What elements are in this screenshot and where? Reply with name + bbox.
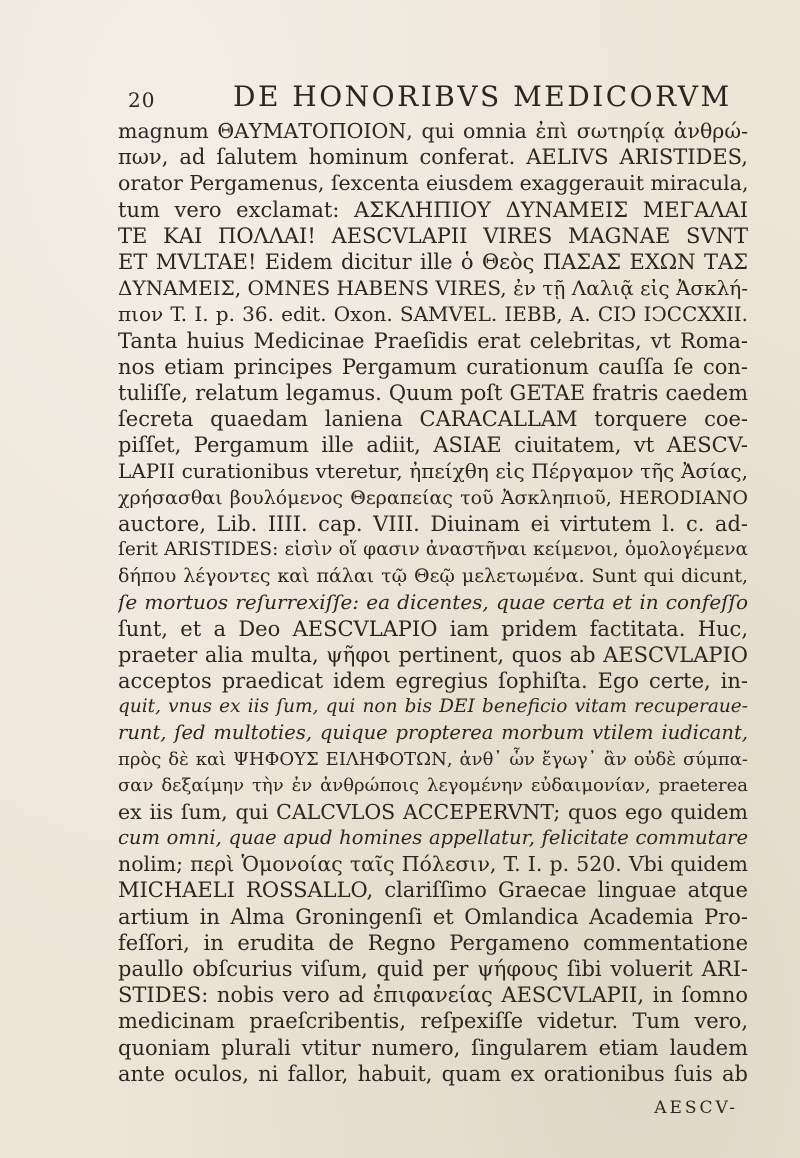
text-line: runt, ſed multoties, quique propterea morbum vtilem iudicant,	[118, 721, 748, 745]
text-line: magnum ΘΑΥΜΑΤΟΠΟΙΟΝ, qui omnia ἐπὶ σωτηρίᾳ ἀνθρώ-	[118, 119, 748, 143]
text-line: orator Pergamenus, ſexcenta eiusdem exaggerauit miracula,	[118, 171, 748, 196]
text-line: ſunt, et a Deo AESCVLAPIO iam pridem factitata. Huc,	[118, 616, 748, 641]
text-line: ante oculos, ni fallor, habuit, quam ex orationibus ſuis ab	[118, 1061, 748, 1086]
text-line: χρήσασθαι βουλόμενος Θεραπείας τοῦ Ἀσκληπιοῦ, HERODIANO	[118, 486, 748, 509]
page-number: 20	[128, 88, 156, 112]
text-line: artium in Alma Groningenſi et Omlandica Academia Pro-	[118, 904, 748, 929]
page-header	[128, 78, 732, 118]
text-line: ΔΥΝΑΜΕΙΣ, OMNES HABENS VIRES, ἐν τῇ Λαλιᾷ εἰς Ἀσκλή-	[118, 276, 748, 301]
text-line: σαν δεξαίμην τὴν ἐν ἀνθρώποις λεγομένην εὐδαιμονίαν, praeterea	[118, 774, 748, 796]
text-line: nolim; περὶ Ὁμονοίας ταῖς Πόλεσιν, T. I. p. 520. Vbi quidem	[118, 852, 748, 877]
text-line: ex iis ſum, qui CALCVLOS ACCEPERVNT; quos ego quidem	[118, 799, 748, 824]
catchword: AESCV-	[654, 1098, 738, 1118]
text-line: ſe mortuos reſurrexiſſe: ea dicentes, quae certa et in confeſſo	[118, 590, 748, 615]
text-line: ſerit ARISTIDES: εἰσὶν οἵ φασιν ἀναστῆναι κείμενοι, ὁμολογέμενα	[118, 539, 748, 560]
text-line: tum vero exclamat: ΑΣΚΛΗΠΙΟΥ ΔΥΝΑΜΕΙΣ ΜΕΓΑΛΑΙ	[118, 197, 748, 222]
text-line: ΤΕ ΚΑΙ ΠΟΛΛΑΙ! AESCVLAPII VIRES MAGNAE SVNT	[118, 223, 748, 248]
text-line: auctore, Lib. IIII. cap. VIII. Diuinam ei virtutem l. c. ad-	[118, 511, 748, 536]
text-line: πιον T. I. p. 36. edit. Oxon. SAMVEL. IEBB, A. CIↃ IↃCCXXII.	[118, 302, 748, 327]
text-line: LAPII curationibus vteretur, ἠπείχθη εἰς Πέργαμον τῆς Ἀσίας,	[118, 459, 748, 484]
text-line: ET MVLTAE! Eidem dicitur ille ὁ Θεὸς ΠΑΣΑΣ ΕΧΩΝ ΤΑΣ	[118, 249, 748, 274]
text-line: feſſori, in erudita de Regno Pergameno commentatione	[118, 930, 748, 955]
text-line: MICHAELI ROSSALLO, clariſſimo Graecae linguae atque	[118, 878, 748, 903]
text-line: nos etiam principes Pergamum curationum cauſſa ſe con-	[118, 354, 748, 379]
text-line: ſecreta quaedam laniena CARACALLAM torquere coe-	[118, 407, 748, 432]
text-line: medicinam praeſcribentis, reſpexiſſe videtur. Tum vero,	[118, 1009, 748, 1034]
body-text	[118, 118, 748, 1118]
text-line: πων, ad ſalutem hominum conferat. AELIVS ARISTIDES,	[118, 145, 748, 170]
text-line: acceptos praedicat idem egregius ſophiſta. Ego certe, in-	[118, 668, 748, 693]
text-line: paullo obſcurius viſum, quid per ψήφους ſibi voluerit ARI-	[118, 957, 748, 981]
text-line: Tanta huius Medicinae Praeſidis erat celebritas, vt Roma-	[118, 328, 748, 353]
text-line: praeter alia multa, ψῆφοι pertinent, quos ab AESCVLAPIO	[118, 642, 748, 667]
text-line: cum omni, quae apud homines appellatur, felicitate commutare	[118, 826, 748, 850]
text-line: tuliſſe, relatum legamus. Quum poſt GETAE fratris caedem	[118, 380, 748, 405]
text-line: piſſet, Pergamum ille adiit, ASIAE ciuitatem, vt AESCV-	[118, 433, 748, 458]
running-head: DE HONORIBVS MEDICORVM	[233, 80, 732, 113]
text-line: πρὸς δὲ καὶ ΨΗΦΟΥΣ ΕΙΛΗΦΟΤΩΝ, ἀνθ᾽ ὧν ἔγωγ᾽ ἂν οὐδὲ σύμπα-	[118, 748, 748, 770]
text-line: STIDES: nobis vero ad ἐπιφανείας AESCVLAPII, in ſomno	[118, 983, 748, 1008]
text-line: quoniam plurali vtitur numero, ſingularem etiam laudem	[118, 1035, 748, 1060]
text-line: δήπου λέγοντες καὶ πάλαι τῷ Θεῷ μελετωμένα. Sunt qui dicunt,	[118, 565, 748, 588]
text-line: quit, vnus ex iis ſum, qui non bis DEI beneficio vitam recuperaue-	[118, 696, 748, 718]
